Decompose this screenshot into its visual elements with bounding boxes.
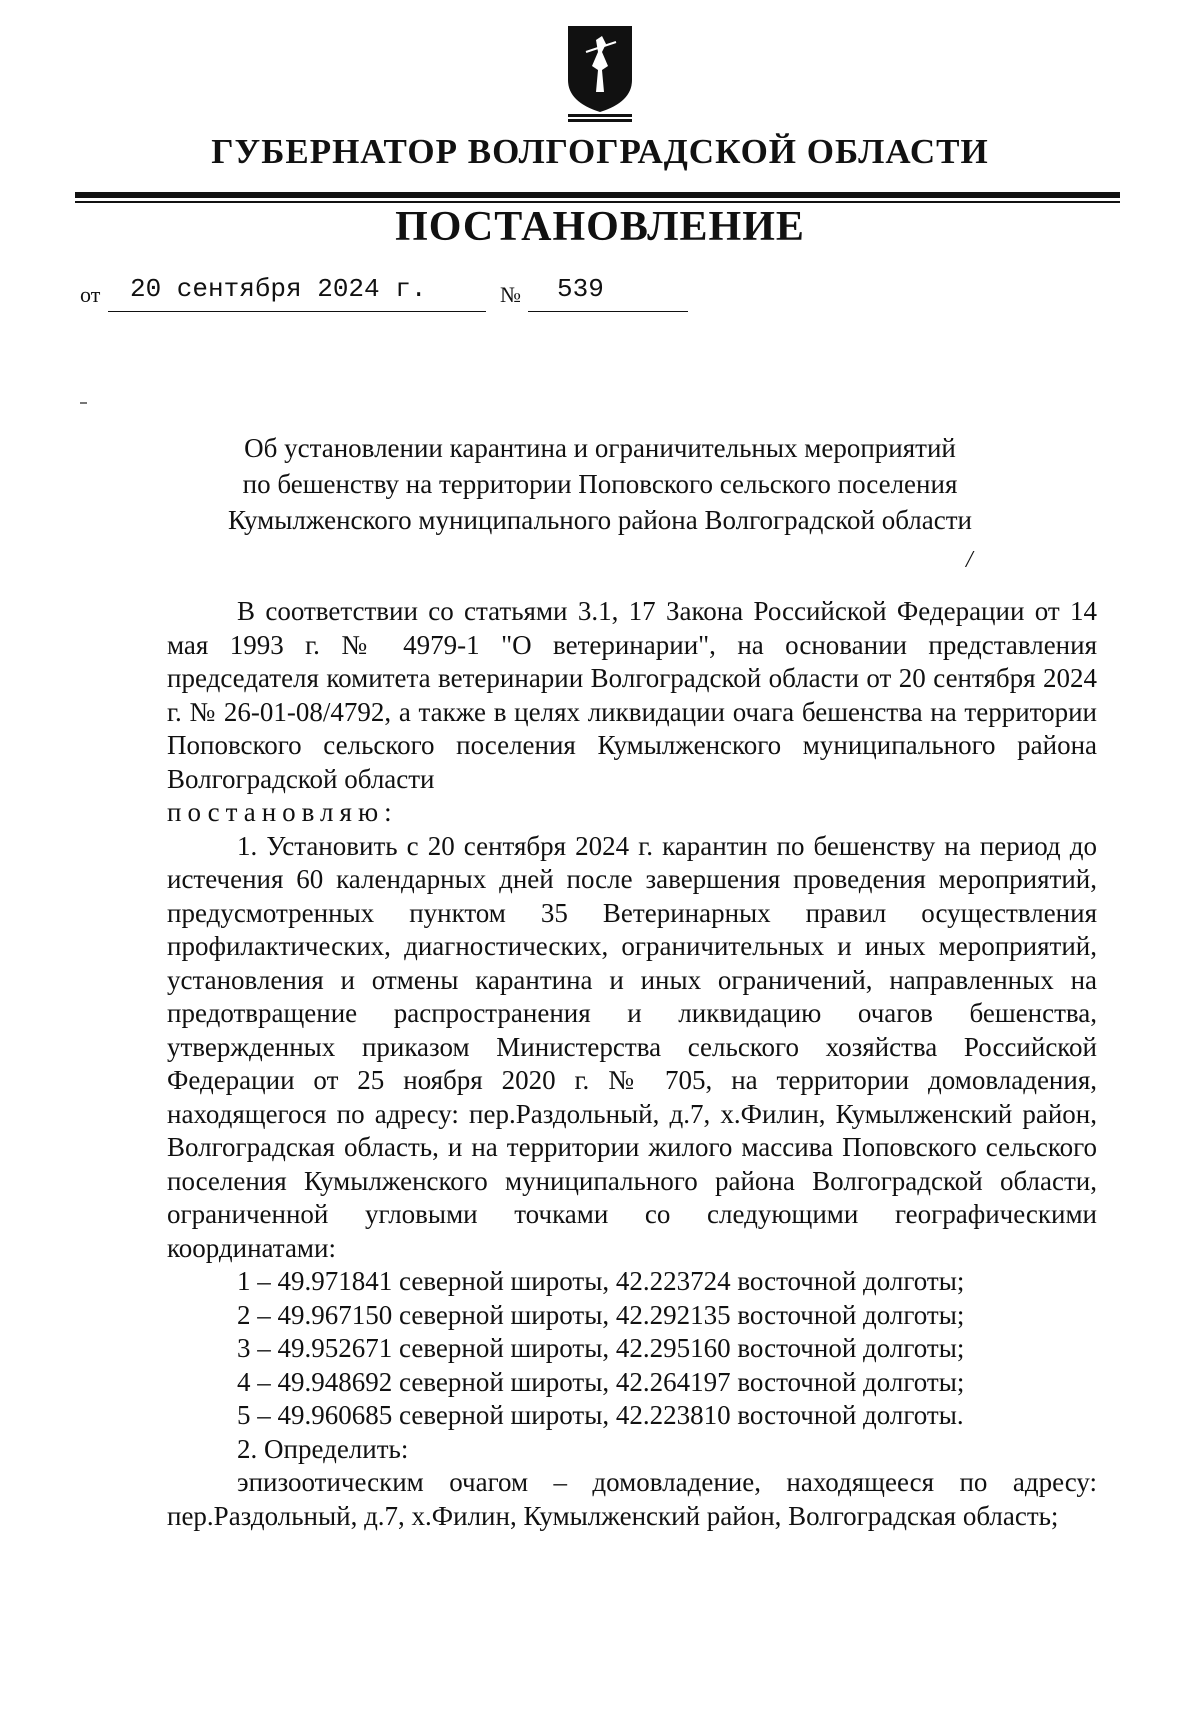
document-title <box>160 430 1040 538</box>
scan-speck <box>80 402 87 404</box>
header-rule-thick <box>75 192 1120 198</box>
handwritten-tick: / <box>966 547 973 573</box>
item-2-paragraph: эпизоотическим очагом – домовладение, находящееся по адресу: пер.Раздольный, д.7, х.Филин, Кумылженский район, Волгоградская область; <box>167 1467 1097 1531</box>
number-underline <box>528 311 688 312</box>
document-type: ПОСТАНОВЛЕНИЕ <box>395 204 805 250</box>
date-underline <box>108 311 486 312</box>
volgograd-emblem-icon <box>562 22 638 122</box>
document-number: 539 <box>557 274 604 304</box>
title-line: по бешенству на территории Поповского сельского поселения <box>242 469 958 499</box>
title-line: Кумылженского муниципального района Волгоградской области <box>227 505 972 535</box>
item-2-heading: 2. Определить: <box>237 1433 409 1464</box>
decree-word: постановляю: <box>167 797 398 827</box>
coordinate-item: 3 – 49.952671 северной широты, 42.295160 восточной долготы; <box>237 1333 965 1363</box>
title-line: Об установлении карантина и ограничительных мероприятий <box>244 433 956 463</box>
number-label: № <box>500 282 521 307</box>
coordinate-item: 4 – 49.948692 северной широты, 42.264197 восточной долготы; <box>237 1366 965 1397</box>
issuing-authority: ГУБЕРНАТОР ВОЛГОГРАДСКОЙ ОБЛАСТИ <box>211 132 989 171</box>
date-label: от <box>80 282 101 307</box>
item-1-paragraph: 1. Установить с 20 сентября 2024 г. карантин по бешенству на период до истечения 60 календарных дней после завершения проведения мероприятий, предусмотренных пунктом 35 Ветеринарных правил осуществления профилактических, диагностических, ограничительных и иных мероприятий, установления и отмены карантина и иных ограничений, направленных на предотвращение распространения и ликвидацию очагов бешенства, утвержденных приказом Министерства сельского хозяйства Российской Федерации от 25 ноября 2020 г. № 705, на территории домовладения, находящегося по адресу: пер.Раздольный, д.7, х.Филин, Кумылженский район, Волгоградская область, и на территории жилого массива Поповского сельского поселения Кумылженского муниципального района Волгоградской области, ограниченной угловыми точками со следующими географическими координатами: <box>167 830 1097 1263</box>
preamble-paragraph: В соответствии со статьями 3.1, 17 Закона Российской Федерации от 14 мая 1993 г. № 4979-1 "О ветеринарии", на основании представления председателя комитета ветеринарии Волгоградской области от 20 сентября 2024 г. № 26-01-08/4792, а также в целях ликвидации очага бешенства на территории Поповского сельского поселения Кумылженского муниципального района Волгоградской области <box>167 596 1097 794</box>
coordinate-item: 5 – 49.960685 северной широты, 42.223810 восточной долготы. <box>237 1400 964 1430</box>
document-body <box>167 595 1097 1533</box>
coordinate-item: 1 – 49.971841 северной широты, 42.223724 восточной долготы; <box>237 1266 965 1296</box>
coordinate-item: 2 – 49.967150 северной широты, 42.292135 восточной долготы; <box>237 1299 965 1330</box>
document-date: 20 сентября 2024 г. <box>130 274 427 304</box>
